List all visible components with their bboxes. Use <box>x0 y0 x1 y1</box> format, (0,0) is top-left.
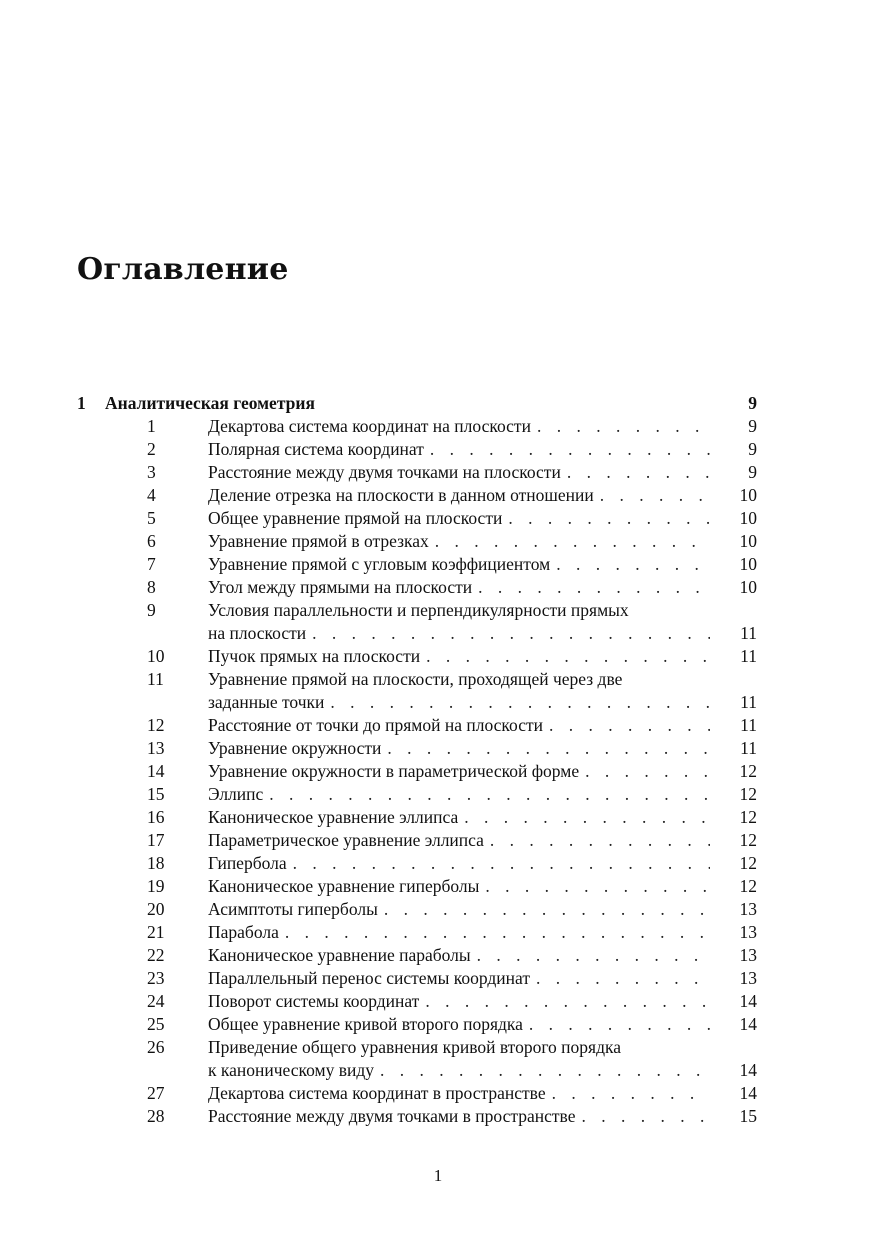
entry-number: 16 <box>147 807 165 827</box>
entry-number: 12 <box>147 715 165 735</box>
entry-number: 5 <box>147 508 156 528</box>
toc-entry[interactable] <box>77 507 757 530</box>
entry-page: 10 <box>739 485 757 505</box>
entry-number: 23 <box>147 968 165 988</box>
entry-title-line: Пучок прямых на плоскости <box>208 646 421 666</box>
toc-entry[interactable] <box>77 1082 757 1105</box>
entry-page: 10 <box>739 577 757 597</box>
entry-page: 12 <box>739 807 757 827</box>
entry-page: 9 <box>748 439 757 459</box>
toc-entry[interactable] <box>77 553 757 576</box>
dot-leader <box>579 760 710 783</box>
entry-page: 14 <box>739 991 757 1011</box>
toc-entry[interactable] <box>77 599 757 645</box>
dot-leader <box>575 1105 710 1128</box>
toc-entry[interactable] <box>77 668 757 714</box>
entry-title-line: к каноническому виду <box>208 1060 375 1080</box>
entry-page: 10 <box>739 508 757 528</box>
entry-page: 11 <box>740 646 757 666</box>
entry-title-line: на плоскости <box>208 623 307 643</box>
entry-title-line: Расстояние между двумя точками на плоскости <box>208 462 561 482</box>
entry-page: 12 <box>739 830 757 850</box>
toc-entry[interactable] <box>77 852 757 875</box>
entry-number: 22 <box>147 945 165 965</box>
entry-number: 7 <box>147 554 156 574</box>
entry-page: 13 <box>739 922 757 942</box>
entry-title-line: Общее уравнение прямой на плоскости <box>208 508 503 528</box>
entry-title-line: Декартова система координат на плоскости <box>208 416 531 436</box>
entry-title-line: Каноническое уравнение параболы <box>208 945 471 965</box>
entry-page: 14 <box>739 1014 757 1034</box>
dot-leader <box>424 438 710 461</box>
entry-title-line: Расстояние от точки до прямой на плоскости <box>208 715 543 735</box>
entry-title-line: Уравнение прямой с угловым коэффициентом <box>208 554 551 574</box>
toc-entry[interactable] <box>77 875 757 898</box>
entry-number: 17 <box>147 830 165 850</box>
toc-entry[interactable] <box>77 921 757 944</box>
entry-page: 10 <box>739 531 757 551</box>
dot-leader <box>378 898 710 921</box>
entry-title-line: Асимптоты гиперболы <box>208 899 378 919</box>
toc-entry[interactable] <box>77 576 757 599</box>
dot-leader <box>531 415 710 438</box>
toc-entry[interactable] <box>77 714 757 737</box>
toc-entry[interactable] <box>77 484 757 507</box>
dot-leader <box>471 944 710 967</box>
entry-number: 28 <box>147 1106 165 1126</box>
entry-page: 11 <box>740 715 757 735</box>
dot-leader <box>550 553 710 576</box>
entry-page: 12 <box>739 876 757 896</box>
entry-page: 11 <box>740 692 757 712</box>
entry-page: 13 <box>739 968 757 988</box>
toc-chapter[interactable] <box>77 392 757 415</box>
toc-entry[interactable] <box>77 530 757 553</box>
entry-page: 11 <box>740 738 757 758</box>
entry-page: 14 <box>739 1060 757 1080</box>
entry-title-line: Угол между прямыми на плоскости <box>208 577 473 597</box>
dot-leader <box>484 829 710 852</box>
entry-page: 12 <box>739 853 757 873</box>
dot-leader <box>419 990 710 1013</box>
dot-leader <box>279 921 710 944</box>
entry-page: 14 <box>739 1083 757 1103</box>
entry-title-line: Гипербола <box>208 853 287 873</box>
entry-number: 25 <box>147 1014 165 1034</box>
toc-entry[interactable] <box>77 415 757 438</box>
dot-leader <box>530 967 710 990</box>
entry-title-line: Уравнение прямой в отрезках <box>208 531 429 551</box>
entry-title-line: Эллипс <box>208 784 264 804</box>
entry-page: 12 <box>739 761 757 781</box>
dot-leader <box>420 645 710 668</box>
toc-entry[interactable] <box>77 1036 757 1082</box>
toc-entry[interactable] <box>77 944 757 967</box>
entry-number: 27 <box>147 1083 165 1103</box>
entry-page: 9 <box>748 416 757 436</box>
entry-number: 6 <box>147 531 156 551</box>
entry-title-line: Уравнение окружности в параметрической форме <box>208 761 580 781</box>
dot-leader <box>287 852 710 875</box>
dot-leader <box>479 875 710 898</box>
toc-entry[interactable] <box>77 645 757 668</box>
entry-title-line: Каноническое уравнение эллипса <box>208 807 459 827</box>
toc-entry[interactable] <box>77 967 757 990</box>
dot-leader <box>374 1059 710 1082</box>
entry-number: 18 <box>147 853 165 873</box>
entry-page: 9 <box>748 462 757 482</box>
dot-leader <box>472 576 710 599</box>
entry-page: 10 <box>739 554 757 574</box>
entry-title-line: Полярная система координат <box>208 439 424 459</box>
entry-number: 15 <box>147 784 165 804</box>
chapter-page: 9 <box>748 393 757 413</box>
entry-number: 24 <box>147 991 165 1011</box>
entry-number: 26 <box>147 1037 165 1057</box>
chapter-number: 1 <box>77 393 86 413</box>
dot-leader <box>263 783 710 806</box>
toc-entry[interactable] <box>77 898 757 921</box>
toc-entry[interactable] <box>77 461 757 484</box>
toc-entry[interactable] <box>77 990 757 1013</box>
dot-leader <box>381 737 710 760</box>
dot-leader <box>429 530 710 553</box>
entry-title-line: Уравнение прямой на плоскости, проходящей через две <box>208 669 623 689</box>
dot-leader <box>502 507 710 530</box>
chapter-title: Аналитическая геометрия <box>105 393 315 413</box>
entry-title-line: Каноническое уравнение гиперболы <box>208 876 480 896</box>
dot-leader <box>324 691 710 714</box>
entry-title-line: Общее уравнение кривой второго порядка <box>208 1014 523 1034</box>
page-title: Оглавление <box>77 252 289 287</box>
dot-leader <box>306 622 710 645</box>
entry-number: 2 <box>147 439 156 459</box>
entry-title-line: заданные точки <box>208 692 325 712</box>
toc-entry[interactable] <box>77 438 757 461</box>
entry-number: 20 <box>147 899 165 919</box>
entry-page: 13 <box>739 899 757 919</box>
entry-page: 11 <box>740 623 757 643</box>
entry-number: 10 <box>147 646 165 666</box>
entry-title-line: Декартова система координат в пространстве <box>208 1083 546 1103</box>
entry-title-line: Поворот системы координат <box>208 991 420 1011</box>
entry-page: 13 <box>739 945 757 965</box>
footer-page-number: 1 <box>433 1166 443 1185</box>
entry-title-line: Уравнение окружности <box>208 738 382 758</box>
entry-number: 11 <box>147 669 164 689</box>
entry-number: 1 <box>147 416 156 436</box>
toc-entry[interactable] <box>77 806 757 829</box>
entry-page: 12 <box>739 784 757 804</box>
entry-title-line: Расстояние между двумя точками в пространстве <box>208 1106 576 1126</box>
toc-entry[interactable] <box>77 737 757 760</box>
entry-number: 19 <box>147 876 165 896</box>
entry-number: 4 <box>147 485 156 505</box>
entry-number: 3 <box>147 462 156 482</box>
dot-leader <box>546 1082 710 1105</box>
entry-title-line: Приведение общего уравнения кривой второго порядка <box>208 1037 622 1057</box>
toc-entry[interactable] <box>77 1013 757 1036</box>
dot-leader <box>561 461 710 484</box>
entry-number: 13 <box>147 738 165 758</box>
entry-number: 21 <box>147 922 165 942</box>
toc-entry[interactable] <box>77 783 757 806</box>
entry-number: 14 <box>147 761 165 781</box>
toc-entries <box>77 415 757 1128</box>
dot-leader <box>594 484 710 507</box>
entry-title-line: Парабола <box>208 922 279 942</box>
toc-entry[interactable] <box>77 1105 757 1128</box>
entry-number: 9 <box>147 600 156 620</box>
entry-title-line: Деление отрезка на плоскости в данном отношении <box>208 485 594 505</box>
entry-page: 15 <box>739 1106 757 1126</box>
dot-leader <box>543 714 710 737</box>
entry-title-line: Параметрическое уравнение эллипса <box>208 830 484 850</box>
entry-number: 8 <box>147 577 156 597</box>
toc-entry[interactable] <box>77 760 757 783</box>
toc-entry[interactable] <box>77 829 757 852</box>
table-of-contents <box>77 392 757 1128</box>
entry-title-line: Параллельный перенос системы координат <box>208 968 530 988</box>
entry-title-line: Условия параллельности и перпендикулярности прямых <box>208 600 629 620</box>
dot-leader <box>458 806 710 829</box>
dot-leader <box>523 1013 710 1036</box>
